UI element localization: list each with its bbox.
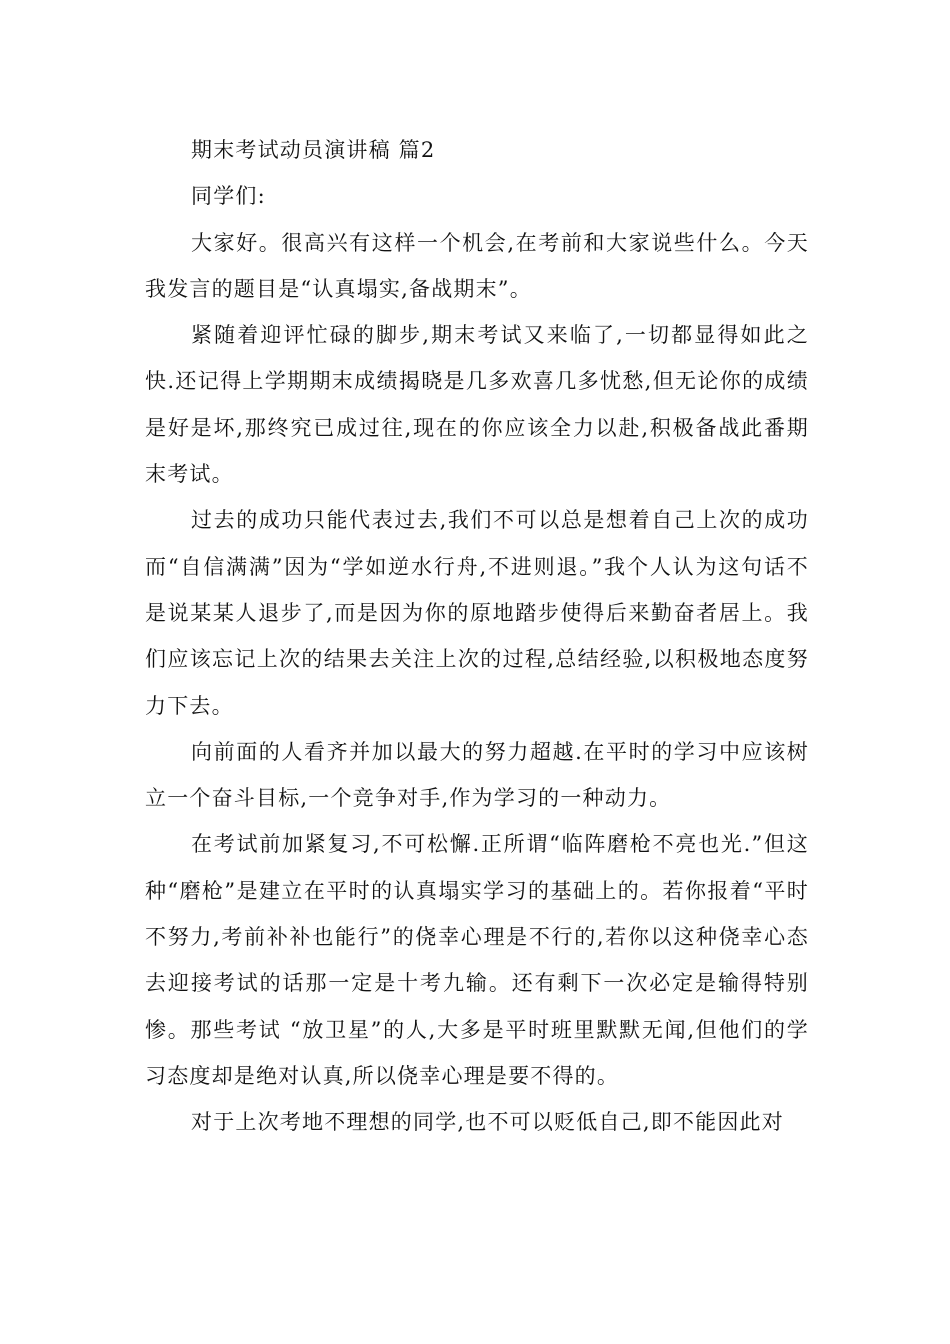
paragraph-4: 向前面的人看齐并加以最大的努力超越.在平时的学习中应该树立一个奋斗目标,一个竞争对手,作为学习的一种动力。 — [145, 739, 809, 811]
document-title: 期末考试动员演讲稿 篇2 — [191, 138, 436, 162]
salutation: 同学们: — [191, 184, 266, 209]
paragraph-5: 在考试前加紧复习,不可松懈.正所谓“临阵磨枪不亮也光.”但这种“磨枪”是建立在平时的认真塌实学习的基础上的。若你报着“平时不努力,考前补补也能行”的侥幸心理是不行的,若你以这种侥幸心态去迎接考试的话那一定是十考九输。还有剩下一次必定是输得特别惨。那些考试 “放卫星”的人,大多是平时班里默默无闻,但他们的学习态度却是绝对认真,所以侥幸心理是要不得的。 — [145, 832, 809, 1088]
document-body — [145, 127, 809, 1146]
paragraph-3: 过去的成功只能代表过去,我们不可以总是想着自己上次的成功而“自信满满”因为“学如逆水行舟,不进则退。”我个人认为这句话不是说某某人退步了,而是因为你的原地踏步使得后来勤奋者居上。我们应该忘记上次的结果去关注上次的过程,总结经验,以积极地态度努力下去。 — [145, 508, 809, 718]
paragraph-1: 大家好。很高兴有这样一个机会,在考前和大家说些什么。今天我发言的题目是“认真塌实,备战期末”。 — [145, 230, 809, 301]
paragraph-6: 对于上次考地不理想的同学,也不可以贬低自己,即不能因此对 — [191, 1110, 784, 1135]
paragraph-2: 紧随着迎评忙碌的脚步,期末考试又来临了,一切都显得如此之快.还记得上学期期末成绩揭晓是几多欢喜几多忧愁,但无论你的成绩是好是坏,那终究已成过往,现在的你应该全力以赴,积极备战此番期末考试。 — [145, 323, 809, 487]
